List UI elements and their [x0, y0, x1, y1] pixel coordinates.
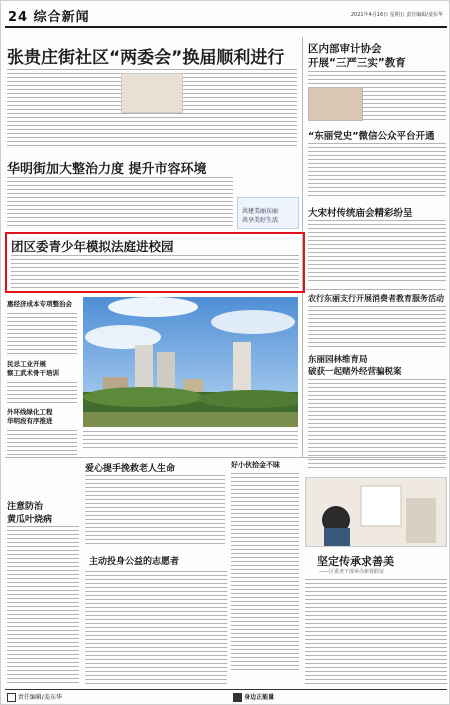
footer-line [5, 689, 447, 690]
right-bottom-sub: ——区委老干部举办新春联谊 [319, 569, 385, 575]
bottom-head-2: 主动投身公益的志愿者 [89, 557, 180, 567]
right-bottom-photo [305, 477, 447, 547]
left-text-1 [7, 313, 77, 357]
page-header [5, 4, 447, 28]
footer-square-icon-filled [233, 693, 242, 702]
footer-right-text: 身边正能量 [244, 694, 275, 701]
right-head-2: “东丽党史”微信公众平台开通 [308, 131, 435, 142]
left-head-3b: 华明段有序推进 [7, 417, 53, 425]
city-photo-svg [83, 297, 298, 427]
right-bottom-text [305, 579, 447, 685]
section-title: 24 综合新闻 [8, 10, 90, 25]
bottom-text-1b [231, 473, 299, 673]
left-head-2a: 民忌工业开展 [7, 360, 46, 368]
bottom-head-1b: 好小伙拾金不昧 [231, 461, 280, 469]
bottom-text-2 [85, 571, 227, 686]
main-headline: 张贵庄街社区“两委会”换届顺利进行 [7, 48, 285, 68]
right-photo-1 [308, 87, 363, 121]
footer-left [7, 692, 62, 702]
ad-line1: 共建美丽东丽 [242, 208, 279, 215]
right-divider-1 [306, 289, 446, 290]
right-text-3 [308, 220, 446, 284]
right-text-4 [308, 306, 446, 348]
right-head-1b: 开展“三严三实”教育 [308, 57, 406, 69]
second-article-text [7, 177, 233, 229]
footer-left-text: 责任编辑/姜东华 [17, 694, 62, 701]
footer-square-icon [7, 693, 16, 702]
left-head-3a: 外环线绿化工程 [7, 408, 53, 416]
right-head-3: 大宋村传统庙会精彩纷呈 [308, 208, 413, 219]
city-photo [83, 297, 298, 427]
right-head-4: 农行东丽支行开展消费者教育服务活动 [308, 294, 444, 303]
bottom-head-1: 爱心提手挽救老人生命 [85, 464, 176, 474]
bottom-text-1 [85, 475, 225, 545]
left-text-3 [7, 430, 77, 456]
bottom-left-text [7, 526, 79, 686]
header-info: 2021年4月16日 星期五 责任编辑/姜东华 [350, 12, 443, 18]
highlight-headline: 团区委青少年模拟法庭进校园 [11, 239, 174, 254]
right-head-5a: 东丽园林维育局 [308, 355, 368, 365]
right-head-1a: 区内部审计协会 [308, 43, 382, 55]
highlight-article-text [11, 255, 299, 288]
left-text-2 [7, 382, 77, 406]
bottom-left-head-a: 注意防治 [7, 502, 44, 512]
left-head-2b: 察工武术骨干培训 [7, 369, 59, 377]
right-text-2 [308, 143, 446, 199]
right-bottom-head: 坚定传承求善美 [317, 555, 394, 568]
photo-caption [83, 431, 298, 451]
bottom-divider [5, 457, 447, 458]
advert-box [237, 197, 299, 229]
left-head-1: 惠经济成本专项整治会 [7, 300, 72, 308]
right-head-5b: 破获一起赌外经营骗税案 [308, 367, 402, 377]
second-headline: 华明街加大整治力度 提升市容环境 [7, 162, 207, 177]
right-bottom-photo-svg [306, 478, 447, 547]
footer-right [233, 692, 274, 702]
ad-line2: 共享美好生活 [242, 217, 279, 224]
bottom-left-head-b: 黄瓜叶烧病 [7, 515, 53, 525]
main-article-photo [121, 73, 183, 113]
